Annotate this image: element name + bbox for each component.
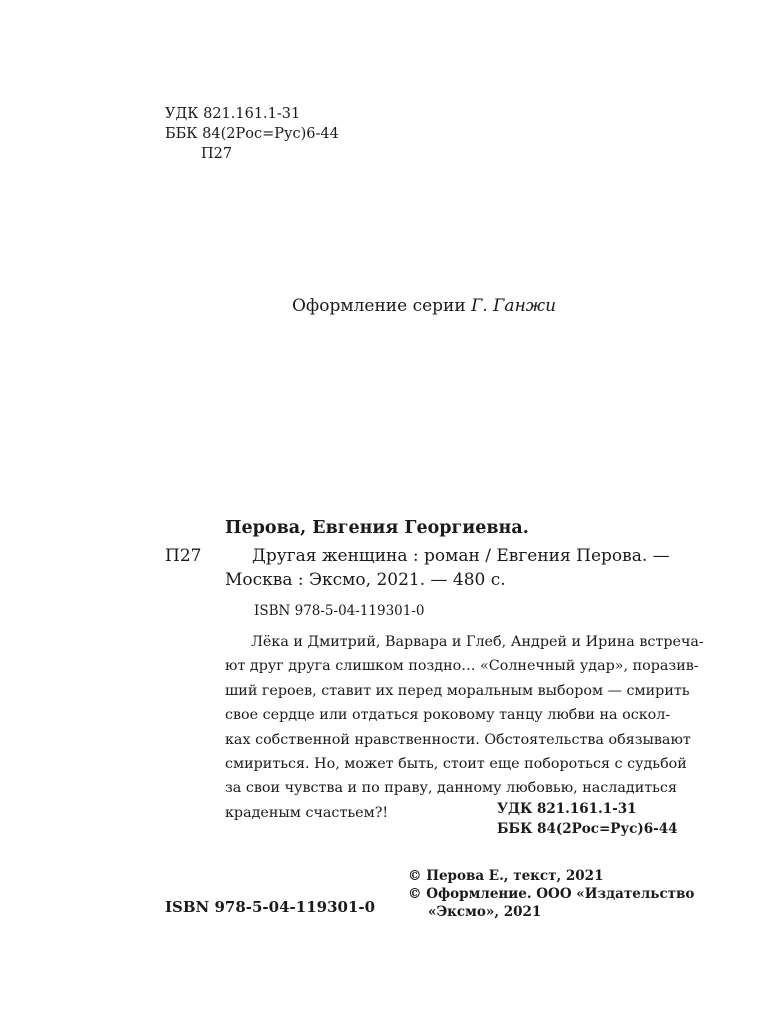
classification-block-top	[165, 104, 339, 164]
udk-code-bottom: УДК 821.161.1-31	[497, 801, 637, 817]
series-design-prefix: Оформление серии	[292, 296, 466, 316]
annotation-line: ках собственной нравственности. Обстоятельства обязывают	[225, 731, 691, 748]
title-statement: Другая женщина : роман / Евгения Перова. —	[252, 546, 670, 566]
author-heading: Перова, Евгения Георгиевна.	[225, 518, 529, 538]
annotation-line: ший героев, ставит их перед моральным выбором — смирить	[225, 682, 690, 699]
annotation-line: Лёка и Дмитрий, Варвара и Глеб, Андрей и Ирина встреча-	[251, 634, 704, 650]
copyright-design-continued: «Эксмо», 2021	[428, 904, 542, 920]
author-sign-code: П27	[201, 146, 233, 162]
annotation-line: свое сердце или отдаться роковому танцу любви на оскол-	[225, 707, 671, 724]
isbn-bottom: ISBN 978-5-04-119301-0	[165, 898, 376, 916]
annotation-line: за свои чувства и по праву, данному любовью, насладиться	[225, 780, 677, 797]
isbn-record: ISBN 978-5-04-119301-0	[254, 603, 425, 619]
bbk-code-bottom: ББК 84(2Рос=Рус)6-44	[497, 821, 678, 837]
annotation-line: смириться. Но, может быть, стоит еще побороться с судьбой	[225, 756, 687, 773]
copyright-block	[408, 867, 694, 921]
annotation-line: краденым счастьем?!	[225, 804, 389, 821]
annotation-line: ют друг друга слишком поздно… «Солнечный удар», поразив-	[225, 658, 699, 675]
bbk-code: ББК 84(2Рос=Рус)6-44	[165, 126, 339, 142]
classification-block-bottom	[497, 799, 678, 839]
copyright-design: © Оформление. ООО «Издательство	[408, 886, 695, 902]
catalog-code: П27	[165, 546, 202, 566]
series-design-credit	[292, 296, 556, 316]
book-annotation	[225, 630, 704, 825]
publication-statement: Москва : Эксмо, 2021. — 480 с.	[225, 570, 506, 590]
series-designer-name: Г. Ганжи	[471, 296, 557, 316]
copyright-text: © Перова Е., текст, 2021	[408, 868, 604, 884]
udk-code: УДК 821.161.1-31	[165, 106, 301, 122]
